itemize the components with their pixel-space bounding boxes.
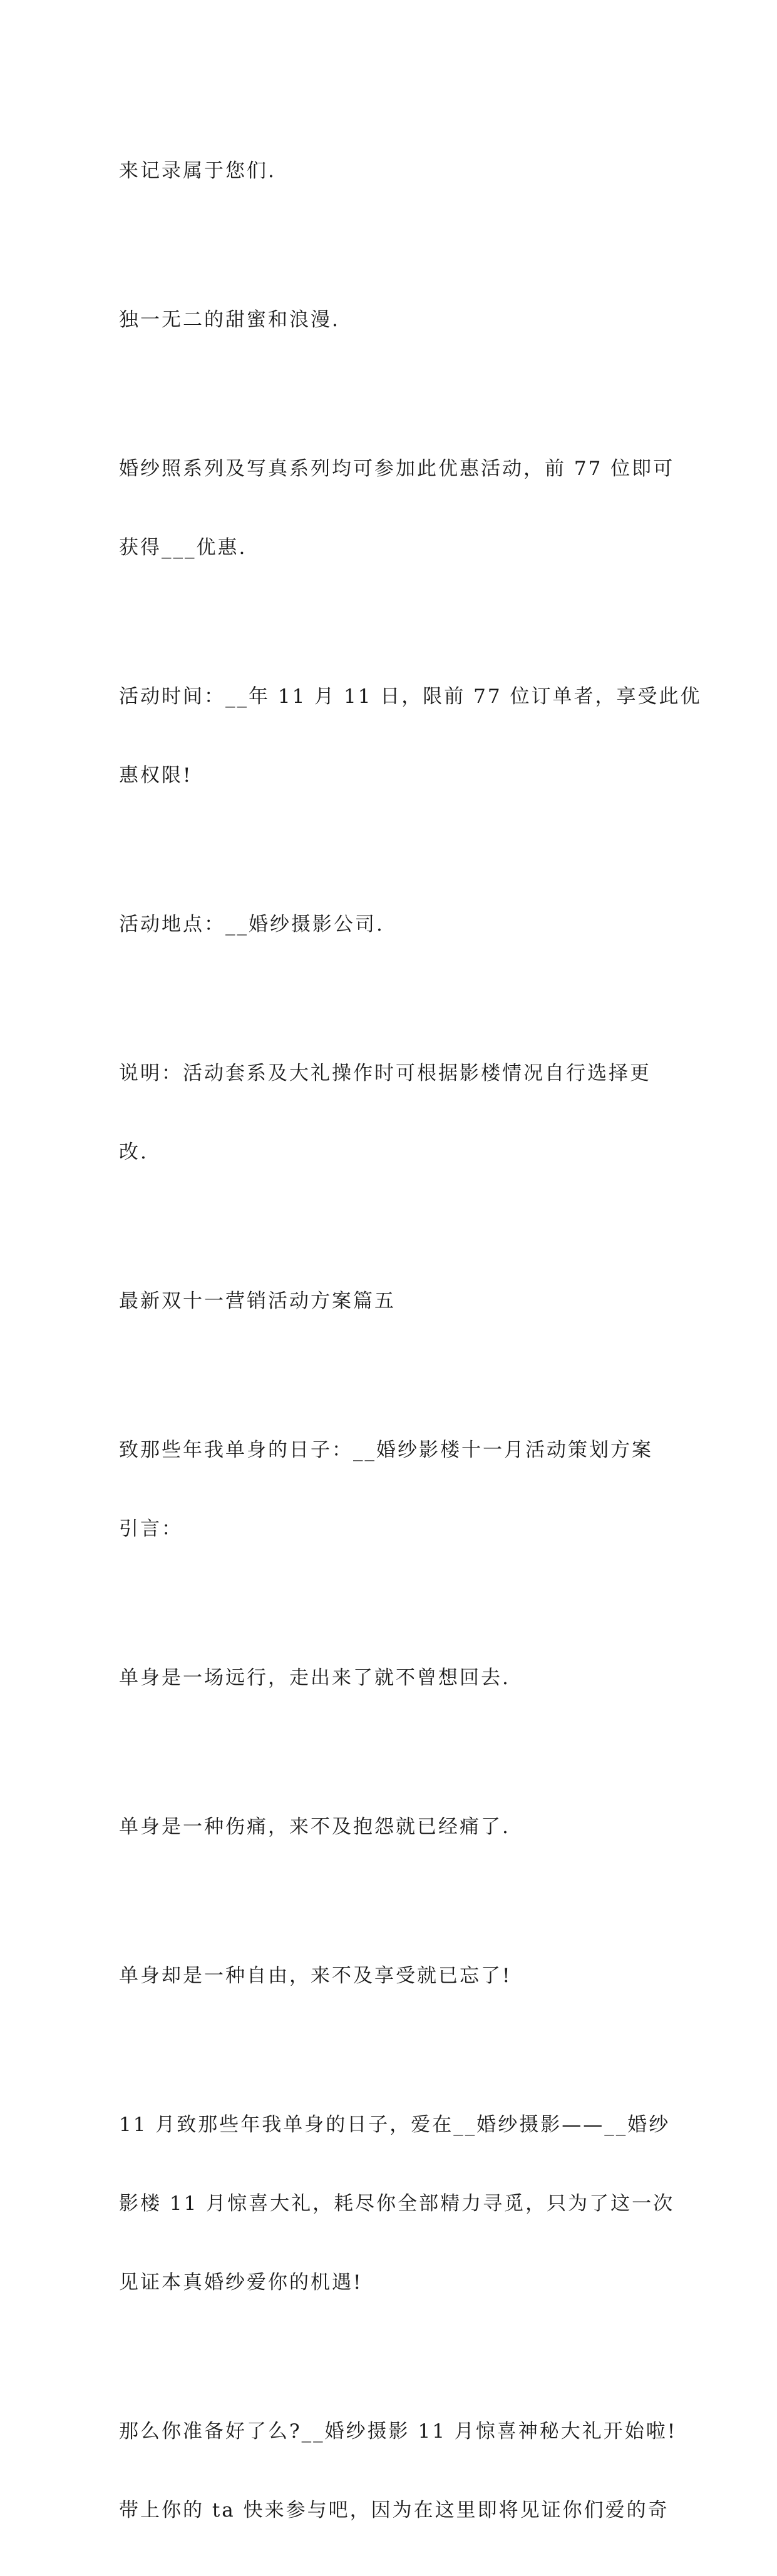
text-line: 11 月致那些年我单身的日子，爱在__婚纱摄影——__婚纱 [119,2113,671,2136]
text-line: 惠权限! [119,764,193,787]
text-line: 独一无二的甜蜜和浪漫. [119,309,340,331]
text-line: 影楼 11 月惊喜大礼，耗尽你全部精力寻觅，只为了这一次 [119,2192,675,2215]
text-line: 单身却是一种自由，来不及享受就已忘了! [119,1965,512,1987]
paragraph [119,2366,677,2576]
paragraph [119,1384,657,1595]
text-line: 单身是一种伤痛，来不及抱怨就已经痛了. [119,1816,510,1838]
text-line: 说明：活动套系及大礼操作时可根据影楼情况自行选择更 [119,1062,651,1085]
text-line: 活动时间：__年 11 月 11 日，限前 77 位订单者，享受此优 [119,685,702,708]
text-line: 活动地点：__婚纱摄影公司. [119,913,384,936]
paragraph [119,1761,657,1893]
text-line: 单身是一场远行，走出来了就不曾想回去. [119,1667,510,1689]
text-line: 最新双十一营销活动方案篇五 [119,1290,396,1312]
text-line: 致那些年我单身的日子：__婚纱影楼十一月活动策划方案 [119,1439,653,1461]
paragraph [119,1910,657,2042]
text-line: 来记录属于您们. [119,160,276,182]
paragraph [119,254,657,386]
document-body [119,105,702,2576]
paragraph [119,859,657,990]
text-line: 见证本真婚纱爱你的机遇! [119,2271,363,2294]
text-line: 婚纱照系列及写真系列均可参加此优惠活动，前 77 位即可 [119,457,675,480]
paragraph [119,105,657,237]
paragraph [119,2059,675,2348]
section-heading [119,1235,657,1367]
paragraph [119,1008,657,1218]
text-line: 那么你准备好了么?__婚纱摄影 11 月惊喜神秘大礼开始啦! [119,2420,677,2443]
text-line: 获得___优惠. [119,536,247,559]
text-line: 带上你的 ta 快来参与吧，因为在这里即将见证你们爱的奇 [119,2499,669,2522]
text-line: 引言： [119,1518,183,1540]
paragraph [119,403,675,613]
text-line: 改. [119,1141,148,1163]
paragraph [119,631,702,841]
paragraph [119,1612,657,1744]
